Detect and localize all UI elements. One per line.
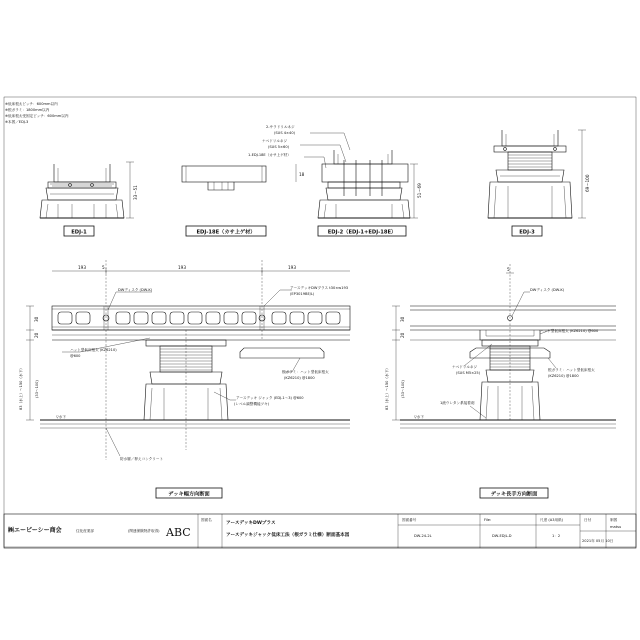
left-dim-20: 20 [34, 332, 39, 338]
edj2-callout-3: 1-EDJ-18E（カサ上ゲ材） [248, 153, 291, 157]
edj1-figure [40, 162, 138, 236]
date: 2021年 05月 10日 [582, 539, 614, 543]
edj3-figure [488, 130, 590, 236]
sheet-frame [4, 97, 636, 547]
left-neg-label: 根ガラミ：ハット型低床根太 [282, 370, 329, 374]
right-dim-33-100: (33〜100) [401, 380, 405, 398]
note-1: ※低床根太ピッチ：600mm以内 [5, 102, 58, 106]
scale-label: 尺度 (A3用紙) [540, 518, 564, 522]
right-hat-label: ハット型低床根太 (KZ6210) @600 [540, 329, 599, 333]
edj2-callout-1b: (SUS 4×40) [274, 131, 296, 135]
drawing-no-label: 図面番号 [402, 518, 417, 522]
left-base-label: 防水層／押えコンクリート [120, 457, 164, 461]
edj3-thread [508, 152, 552, 170]
left-dim-193-c: 193 [288, 265, 296, 270]
left-dim-30: 30 [34, 316, 39, 322]
left-neg-label-b: (KZ6210) @1800 [284, 376, 315, 380]
edj2-callout-2: ナベドリルネジ [262, 139, 288, 143]
left-hat-label: ハット型低床根太 (KZ6210) [70, 348, 117, 352]
right-nabe-label-b: (SUS M5×25) [456, 371, 481, 375]
right-nabe-label: ナベドリルネジ [452, 365, 478, 369]
author: matsu [610, 525, 622, 529]
right-neg-label: 根ガラミ：ハット型低床根太 [548, 368, 595, 372]
left-disk-label: DWディスク (DW-K) [118, 288, 153, 292]
right-dim-83: 83（水上）〜150（水下） [385, 366, 389, 410]
left-jack-label: アースデッキ ジャック (EDJ-1〜3) @600 [236, 396, 304, 400]
edj3-label: EDJ-3 [519, 229, 535, 236]
right-disk-label: DWディスク (DW-K) [530, 288, 565, 292]
left-dim-83: 83（水上）〜150（水下） [19, 366, 23, 410]
right-title: デッキ長手方向断面 [490, 491, 538, 498]
edj2-dim: 51〜69 [417, 183, 422, 198]
figure-name-2: アースデッキジャック低床工法（根ガラミ仕様）断面基本図 [226, 533, 350, 538]
edj2-dim-18: 18 [299, 172, 305, 177]
edj18e-figure [182, 166, 266, 236]
notes [5, 101, 69, 124]
right-neg-label-b: (KZ6210) @1800 [548, 374, 579, 378]
left-jack-label-b: (レベル調整機能ツキ) [234, 402, 270, 406]
file-label: File: [484, 518, 492, 522]
note-4: ※本図／EDJ-3 [5, 120, 29, 124]
left-dim-33-100: (33〜100) [35, 380, 39, 398]
author-label: 制図 [610, 518, 618, 522]
left-gl-label: ▽水下 [56, 415, 66, 419]
company-name: ㈱エーピーシー商会 [8, 527, 62, 534]
edj1-dim: 33〜51 [133, 185, 138, 200]
scale: 1：2 [552, 534, 561, 538]
edj2-label: EDJ-2（EDJ-1+EDJ-18E） [327, 229, 397, 236]
right-gl-label: ▽水下 [414, 415, 424, 419]
left-dim-193-b: 193 [178, 265, 186, 270]
figure-name-1: アースデッキDWプラス [226, 521, 276, 526]
note-3: ※低床根太受固定ピッチ：600mm以内 [5, 114, 69, 118]
right-section [384, 264, 616, 498]
left-hat-label-b: @600 [70, 354, 81, 358]
date-label: 日付 [584, 518, 592, 522]
edj2-callout-1: 2-サラドリルネジ [266, 125, 295, 129]
right-dim-30: 30 [400, 316, 405, 322]
note-2: ※根ガラミ：1800mm以内 [5, 108, 50, 112]
edj1-label: EDJ-1 [71, 229, 87, 236]
right-urethane-label: 1液ウレタン系接着剤 [440, 401, 475, 405]
left-plus-label: アースデッキDWプラス t30×w193 [290, 286, 349, 290]
edj18e-label: EDJ-18E（カサ上ゲ材） [196, 229, 256, 236]
logo: ABC [166, 526, 191, 539]
left-dim-193-a: 193 [78, 265, 86, 270]
left-deck-boards [52, 306, 350, 330]
figure-name-label: 図面名 [201, 518, 212, 522]
title-block [4, 514, 636, 548]
drawing-no: DW-24-2L [414, 534, 432, 538]
right-dim-5: 5 [507, 267, 510, 272]
maker-note: (関連保険特許取得) [128, 529, 160, 533]
left-section [18, 260, 350, 498]
left-title: デッキ幅方向断面 [168, 491, 210, 498]
edj3-dim: 69〜100 [585, 174, 590, 192]
company-sub: 住化産業部 [76, 529, 94, 533]
edj2-callout-2b: (SUS 5×60) [268, 145, 290, 149]
left-dim-5: 5 [102, 265, 105, 270]
left-plus-label-b: (EP3019BE/L) [290, 292, 315, 296]
edj2-figure [248, 124, 422, 236]
file-name: DW-EDJL-D [492, 534, 512, 538]
right-dim-20: 20 [400, 332, 405, 338]
